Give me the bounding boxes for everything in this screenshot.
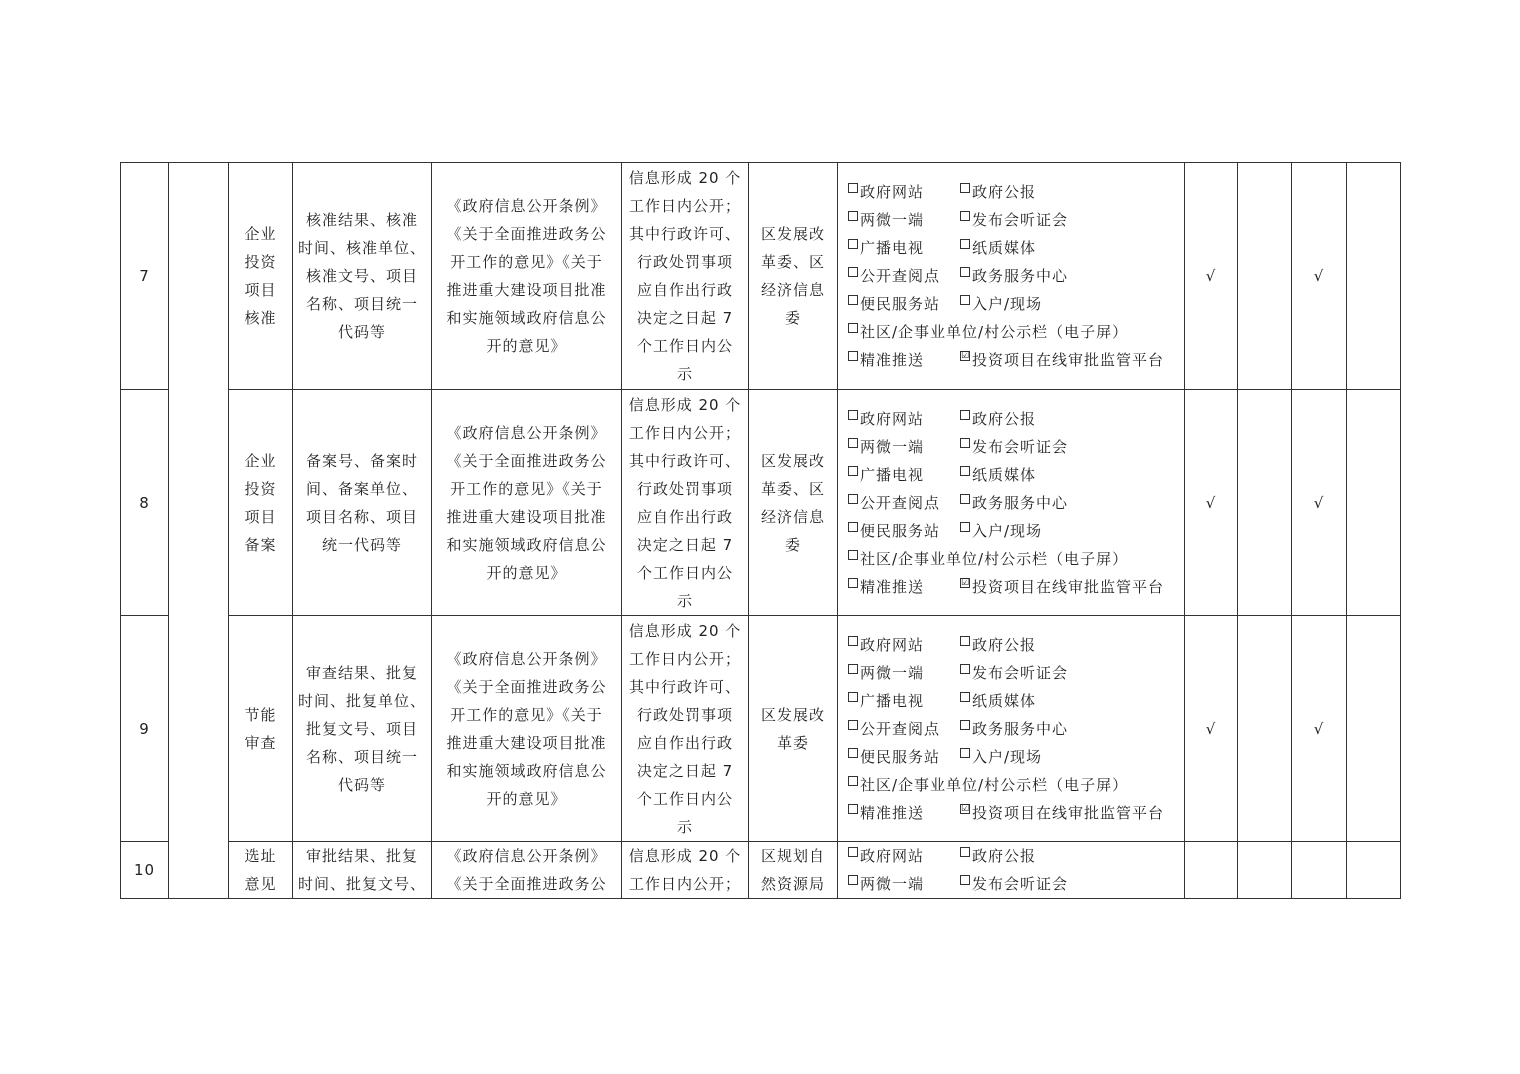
checkbox-icon[interactable]	[960, 494, 970, 504]
checkbox-icon[interactable]	[848, 522, 858, 532]
checkbox-icon[interactable]	[960, 183, 970, 193]
checked-checkbox-icon[interactable]: ☑	[961, 803, 971, 814]
checkbox-icon[interactable]	[848, 410, 858, 420]
merged-category-cell	[169, 163, 229, 899]
table-row	[121, 390, 1401, 616]
checkbox-icon[interactable]	[960, 466, 970, 476]
checkbox-icon[interactable]	[848, 664, 858, 674]
checkbox-icon[interactable]	[848, 692, 858, 702]
time-limit-cell: 信息形成 20 个 工作日内公开；	[622, 842, 749, 899]
checked-checkbox-icon[interactable]: ☑	[961, 351, 971, 361]
checkbox-icon[interactable]	[848, 875, 858, 885]
checkbox-icon[interactable]	[960, 720, 970, 730]
checked-checkbox-icon[interactable]: ☑	[961, 577, 971, 588]
checkbox-icon[interactable]	[848, 239, 858, 249]
checkbox-icon[interactable]	[848, 720, 858, 730]
checkbox-icon[interactable]	[848, 351, 858, 361]
subject-cell: 区规划自 然资源局	[749, 842, 838, 899]
checkbox-icon[interactable]	[960, 875, 970, 885]
checkbox-icon[interactable]	[960, 847, 970, 857]
check-mark-cell	[1185, 842, 1238, 899]
checkbox-icon[interactable]	[848, 183, 858, 193]
checkbox-icon[interactable]	[960, 748, 970, 758]
channels-cell: 政府网站 政府公报 两微一端 发布会听证会 广播电视 纸质媒体 公开查阅点 政务服务中心 便民服务站 入户/现场 社区/企事业单位/村公示栏（电子屏） 精准推送 ☑ 投资项目在线审批监管平台	[838, 163, 1185, 390]
checkbox-icon[interactable]	[848, 466, 858, 476]
check-mark-cell: √	[1185, 163, 1238, 390]
subject-cell: 区发展改 革委、区 经济信息 委	[749, 390, 838, 616]
row-number: 8	[121, 390, 169, 616]
empty-cell	[1238, 842, 1292, 899]
checkbox-icon[interactable]	[848, 847, 858, 857]
channels-cell: 政府网站 政府公报 两微一端 发布会听证会 广播电视 纸质媒体 公开查阅点 政务服务中心 便民服务站 入户/现场 社区/企事业单位/村公示栏（电子屏） 精准推送 ☑ 投资项目在线审批监管平台	[838, 390, 1185, 616]
channels-cell: 政府网站 政府公报 两微一端 发布会听证会 广播电视 纸质媒体 公开查阅点 政务服务中心 便民服务站 入户/现场 社区/企事业单位/村公示栏（电子屏） 精准推送 ☑ 投资项目在线审批监管平台	[838, 616, 1185, 842]
empty-cell	[1238, 390, 1292, 616]
checkbox-icon[interactable]	[848, 323, 858, 333]
check-mark-cell: √	[1292, 390, 1347, 616]
check-mark-cell: √	[1185, 390, 1238, 616]
checkbox-icon[interactable]	[960, 438, 970, 448]
checkbox-icon[interactable]	[848, 494, 858, 504]
basis-cell: 《政府信息公开条例》 《关于全面推进政务公 开工作的意见》《关于 推进重大建设项目批准 和实施领域政府信息公 开的意见》	[432, 390, 622, 616]
checkbox-icon[interactable]	[960, 295, 970, 305]
check-mark-cell: √	[1292, 163, 1347, 390]
empty-cell	[1238, 616, 1292, 842]
time-limit-cell: 信息形成 20 个 工作日内公开； 其中行政许可、 行政处罚事项 应自作出行政 决定之日起 7 个工作日内公 示	[622, 616, 749, 842]
subject-cell: 区发展改 革委	[749, 616, 838, 842]
checkbox-icon[interactable]	[848, 295, 858, 305]
basis-cell: 《政府信息公开条例》 《关于全面推进政务公 开工作的意见》《关于 推进重大建设项目批准 和实施领域政府信息公 开的意见》	[432, 616, 622, 842]
item-cell: 企业 投资 项目 核准	[229, 163, 293, 390]
checkbox-icon[interactable]	[960, 636, 970, 646]
check-mark-cell	[1292, 842, 1347, 899]
item-cell: 节能 审查	[229, 616, 293, 842]
checkbox-icon[interactable]	[848, 776, 858, 786]
table-row	[121, 842, 1401, 899]
checkbox-icon[interactable]	[960, 267, 970, 277]
basis-cell: 《政府信息公开条例》 《关于全面推进政务公 开工作的意见》《关于 推进重大建设项目批准 和实施领域政府信息公 开的意见》	[432, 163, 622, 390]
empty-cell	[1347, 390, 1401, 616]
check-mark-cell: √	[1185, 616, 1238, 842]
content-cell: 审批结果、批复 时间、批复文号、	[293, 842, 432, 899]
checkbox-icon[interactable]	[848, 267, 858, 277]
empty-cell	[1347, 616, 1401, 842]
table-row	[121, 616, 1401, 842]
checkbox-icon[interactable]	[848, 748, 858, 758]
subject-cell: 区发展改 革委、区 经济信息 委	[749, 163, 838, 390]
content-cell: 核准结果、核准 时间、核准单位、 核准文号、项目 名称、项目统一 代码等	[293, 163, 432, 390]
checkbox-icon[interactable]	[960, 410, 970, 420]
basis-cell: 《政府信息公开条例》 《关于全面推进政务公	[432, 842, 622, 899]
item-cell: 选址 意见	[229, 842, 293, 899]
empty-cell	[1347, 842, 1401, 899]
channels-cell: 政府网站 政府公报 两微一端 发布会听证会	[838, 842, 1185, 899]
table-row	[121, 163, 1401, 390]
row-number: 10	[121, 842, 169, 899]
time-limit-cell: 信息形成 20 个 工作日内公开； 其中行政许可、 行政处罚事项 应自作出行政 决定之日起 7 个工作日内公 示	[622, 390, 749, 616]
checkbox-icon[interactable]	[960, 211, 970, 221]
empty-cell	[1238, 163, 1292, 390]
checkbox-icon[interactable]	[960, 664, 970, 674]
checkbox-icon[interactable]	[960, 522, 970, 532]
empty-cell	[1347, 163, 1401, 390]
content-cell: 审查结果、批复 时间、批复单位、 批复文号、项目 名称、项目统一 代码等	[293, 616, 432, 842]
checkbox-icon[interactable]	[848, 550, 858, 560]
checkbox-icon[interactable]	[848, 211, 858, 221]
checkbox-icon[interactable]	[848, 804, 858, 814]
checkbox-icon[interactable]	[848, 578, 858, 588]
item-cell: 企业 投资 项目 备案	[229, 390, 293, 616]
checkbox-icon[interactable]	[848, 438, 858, 448]
row-number: 9	[121, 616, 169, 842]
checkbox-icon[interactable]	[960, 239, 970, 249]
checkbox-icon[interactable]	[848, 636, 858, 646]
content-cell: 备案号、备案时 间、备案单位、 项目名称、项目 统一代码等	[293, 390, 432, 616]
check-mark-cell: √	[1292, 616, 1347, 842]
checkbox-icon[interactable]	[960, 692, 970, 702]
disclosure-table	[120, 162, 1401, 899]
row-number: 7	[121, 163, 169, 390]
time-limit-cell: 信息形成 20 个 工作日内公开； 其中行政许可、 行政处罚事项 应自作出行政 决定之日起 7 个工作日内公 示	[622, 163, 749, 390]
